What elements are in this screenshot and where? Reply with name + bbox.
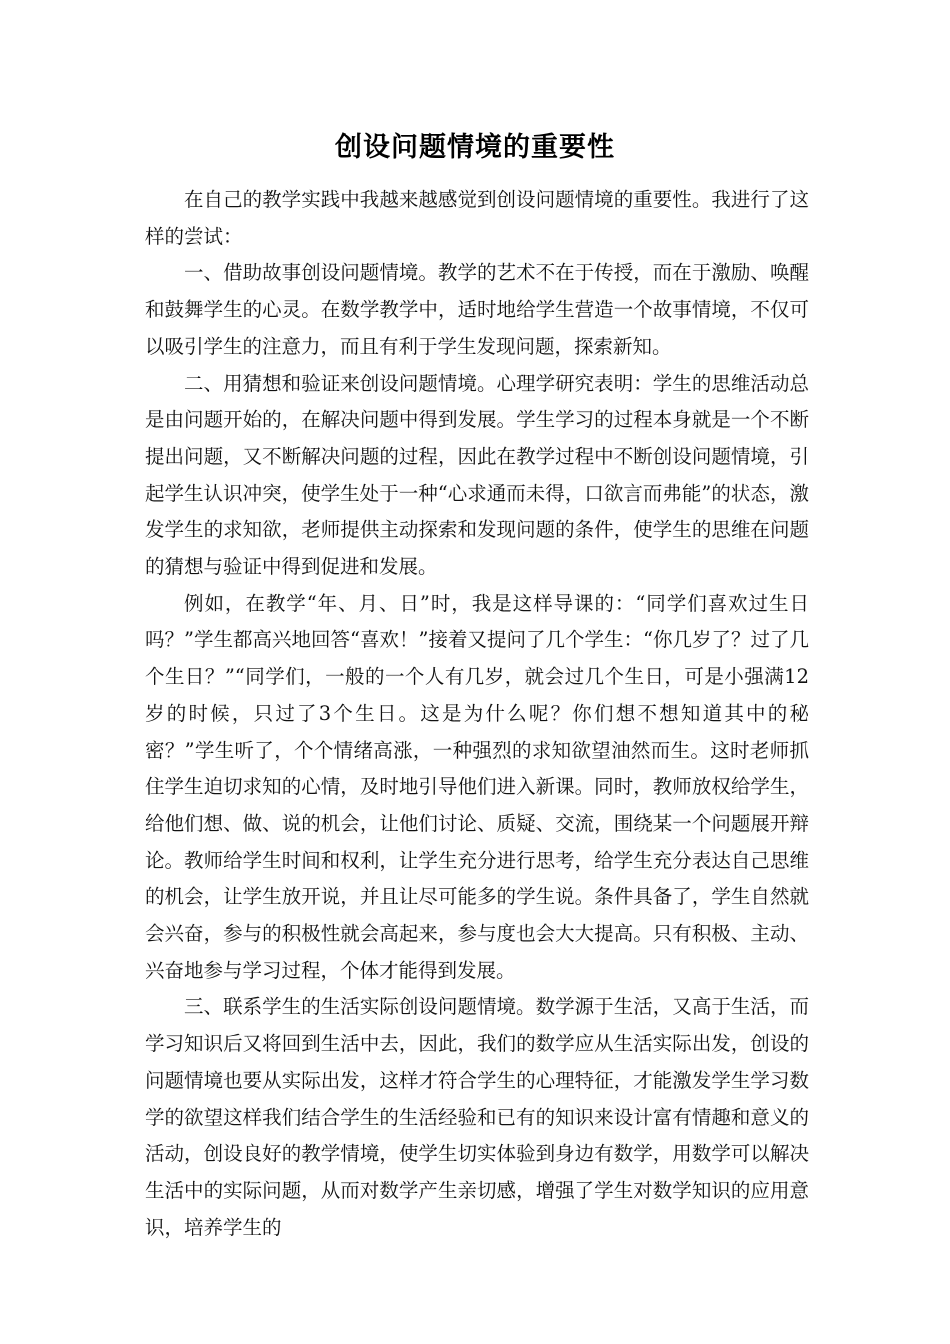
document-title: 创设问题情境的重要性 <box>335 132 615 163</box>
paragraph-story-situation: 一、借助故事创设问题情境。教学的艺术不在于传授，而在于激励、唤醒和鼓舞学生的心灵。在数学教学中，适时地给学生营造一个故事情境，不仅可以吸引学生的注意力，而且有利于学生发现问题，探索新知。 <box>145 261 809 358</box>
paragraph-intro: 在自己的教学实践中我越来越感觉到创设问题情境的重要性。我进行了这样的尝试： <box>145 188 809 248</box>
paragraph-example: 例如，在教学“年、月、日”时，我是这样导课的：“同学们喜欢过生日吗？”学生都高兴地回答“喜欢！”接着又提问了几个学生：“你几岁了？过了几个生日？”“同学们，一般的一个人有几岁，就会过几个生日，可是小强满12岁的时候，只过了3个生日。这是为什么呢？你们想不想知道其中的秘密？”学生听了，个个情绪高涨，一种强烈的求知欲望油然而生。这时老师抓住学生迫切求知的心情，及时地引导他们进入新课。同时，教师放权给学生，给他们想、做、说的机会，让他们讨论、质疑、交流，围绕某一个问题展开辩论。教师给学生时间和权利，让学生充分进行思考，给学生充分表达自己思维的机会，让学生放开说，并且让尽可能多的学生说。条件具备了，学生自然就会兴奋，参与的积极性就会高起来，参与度也会大大提高。只有积极、主动、兴奋地参与学习过程，个体才能得到发展。 <box>145 591 809 982</box>
document-body <box>145 182 809 1246</box>
paragraph-life-connection: 三、联系学生的生活实际创设问题情境。数学源于生活，又高于生活，而学习知识后又将回到生活中去，因此，我们的数学应从生活实际出发，创设的问题情境也要从实际出发，这样才符合学生的心理特征，才能激发学生学习数学的欲望这样我们结合学生的生活经验和已有的知识来设计富有情趣和意义的活动，创设良好的教学情境，使学生切实体验到身边有数学，用数学可以解决生活中的实际问题，从而对数学产生亲切感，增强了学生对数学知识的应用意识，培养学生的 <box>145 995 809 1239</box>
paragraph-guess-verify: 二、用猜想和验证来创设问题情境。心理学研究表明：学生的思维活动总是由问题开始的，在解决问题中得到发展。学生学习的过程本身就是一个不断提出问题，又不断解决问题的过程，因此在教学过程中不断创设问题情境，引起学生认识冲突，使学生处于一种“心求通而未得，口欲言而弗能”的状态，激发学生的求知欲，老师提供主动探索和发现问题的条件，使学生的思维在问题的猜想与验证中得到促进和发展。 <box>145 371 809 579</box>
